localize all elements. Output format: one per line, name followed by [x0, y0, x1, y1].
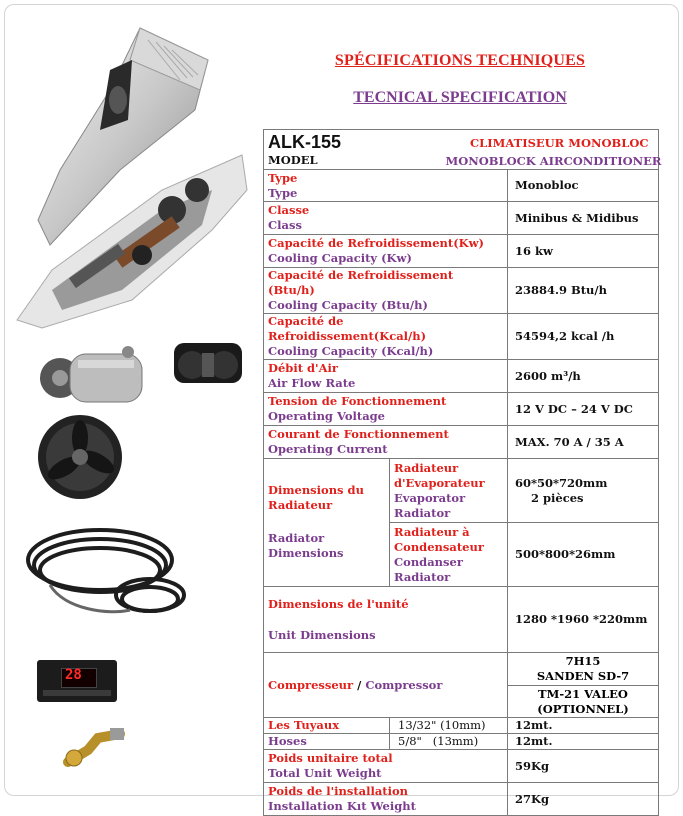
type-label-fr: Type — [268, 170, 298, 185]
capacity-kw-label-en: Cooling Capacity (Kw) — [268, 251, 412, 265]
radiator-label-en: Radiator Dimensions — [268, 531, 344, 560]
table-row — [264, 393, 659, 426]
table-row — [264, 170, 659, 202]
ac-unit-interior-image — [12, 150, 252, 330]
hose-length-2: 12mt. — [508, 734, 659, 750]
table-row — [264, 459, 659, 523]
table-row — [264, 360, 659, 393]
voltage-label-fr: Tension de Fonctionnement — [268, 394, 447, 408]
capacity-btu-label-fr: Capacité de Refroidissement (Btu/h) — [268, 268, 454, 297]
spec-table — [263, 129, 662, 816]
type-label-en: Type — [268, 185, 298, 200]
compressor-label-en: Compressor — [365, 677, 443, 692]
table-header-row — [264, 130, 659, 170]
table-row — [264, 202, 659, 235]
hose-fitting-image — [60, 722, 130, 772]
title-french: SPÉCIFICATIONS TECHNIQUES — [334, 52, 586, 69]
condenser-label-en: Condanser Radiator — [394, 554, 463, 584]
evaporator-value: 60*50*720mm — [515, 475, 608, 490]
airflow-label-en: Air Flow Rate — [268, 376, 356, 390]
condenser-value: 500*800*26mm — [508, 523, 659, 587]
evaporator-qty: 2 pièces — [531, 490, 584, 505]
table-row — [264, 750, 659, 783]
class-value: Minibus & Midibus — [508, 202, 659, 235]
hose-length-1: 12mt. — [508, 718, 659, 734]
title-english: TECNICAL SPECIFICATION — [353, 89, 567, 106]
type-value: Monobloc — [508, 170, 659, 202]
current-value: MAX. 70 A / 35 A — [508, 426, 659, 459]
controller-readout: 28 — [65, 667, 82, 683]
airflow-value: 2600 m³/h — [508, 360, 659, 393]
table-row — [264, 587, 659, 653]
compressor-option-2-model: TM-21 VALEO — [538, 686, 628, 701]
hoses-label-en: Hoses — [264, 734, 390, 750]
model-label: MODEL — [268, 153, 318, 167]
compressor-label-fr: Compresseur — [268, 677, 354, 692]
condenser-fan-image — [30, 410, 130, 505]
capacity-kw-value: 16 kw — [508, 235, 659, 268]
unit-dim-label-en: Unit Dimensions — [268, 627, 376, 642]
table-row — [264, 718, 659, 734]
hose-size-2: 5/8" (13mm) — [390, 734, 508, 750]
weight-value: 59Kg — [508, 750, 659, 783]
product-name-english: MONOBLOCK AIRCONDITIONER — [445, 154, 662, 168]
compressor-image — [38, 340, 158, 415]
kit-weight-value: 27Kg — [508, 783, 659, 816]
unit-dim-label-fr: Dimensions de l'unité — [268, 596, 409, 611]
kit-weight-label-fr: Poids de l'installation — [268, 784, 409, 798]
model-code: ALK-155 — [268, 132, 342, 152]
product-name-french: CLIMATISEUR MONOBLOC — [470, 136, 649, 150]
unit-dim-value: 1280 *1960 *220mm — [508, 587, 659, 653]
table-row — [264, 783, 659, 816]
condenser-label-fr: Radiateur à Condensateur — [394, 524, 484, 554]
table-row — [264, 314, 659, 360]
compressor-option-1-model: 7H15 — [565, 654, 601, 668]
hose-size-1: 13/32" (10mm) — [390, 718, 508, 734]
compressor-option-2-note: (OPTIONNEL) — [537, 701, 629, 716]
capacity-btu-value: 23884.9 Btu/h — [508, 268, 659, 314]
current-label-fr: Courant de Fonctionnement — [268, 427, 449, 441]
compressor-separator: / — [353, 677, 366, 692]
voltage-label-en: Operating Voltage — [268, 409, 385, 423]
radiator-label-fr: Dimensions du Radiateur — [268, 483, 364, 512]
compressor-option-1-brand: SANDEN SD-7 — [536, 669, 630, 683]
table-row — [264, 734, 659, 750]
voltage-value: 12 V DC – 24 V DC — [508, 393, 659, 426]
capacity-kcal-label-fr: Capacité de Refroidissement(Kcal/h) — [268, 314, 427, 343]
table-row — [264, 268, 659, 314]
evaporator-label-fr: Radiateur d'Evaporateur — [394, 460, 485, 490]
capacity-btu-label-en: Cooling Capacity (Btu/h) — [268, 298, 428, 312]
thermostat-controller-image — [37, 660, 117, 702]
airflow-label-fr: Débit d'Air — [268, 361, 338, 375]
class-label-fr: Classe — [268, 203, 310, 217]
capacity-kcal-label-en: Cooling Capacity (Kcal/h) — [268, 344, 434, 358]
kit-weight-label-en: Installation Kıt Weight — [268, 799, 416, 813]
hoses-label-fr: Les Tuyaux — [264, 718, 390, 734]
class-label-en: Class — [268, 218, 302, 232]
table-row — [264, 653, 659, 686]
current-label-en: Operating Current — [268, 442, 388, 456]
controller-buttons — [43, 690, 111, 696]
weight-label-en: Total Unit Weight — [268, 766, 382, 780]
capacity-kcal-value: 54594,2 kcal /h — [508, 314, 659, 360]
capacity-kw-label-fr: Capacité de Refroidissement(Kw) — [268, 236, 484, 250]
blower-motor-image — [168, 335, 248, 395]
table-row — [264, 426, 659, 459]
hoses-coil-image — [20, 515, 190, 620]
table-row — [264, 235, 659, 268]
weight-label-fr: Poids unitaire total — [268, 751, 393, 765]
evaporator-label-en: Evaporator Radiator — [394, 490, 466, 520]
